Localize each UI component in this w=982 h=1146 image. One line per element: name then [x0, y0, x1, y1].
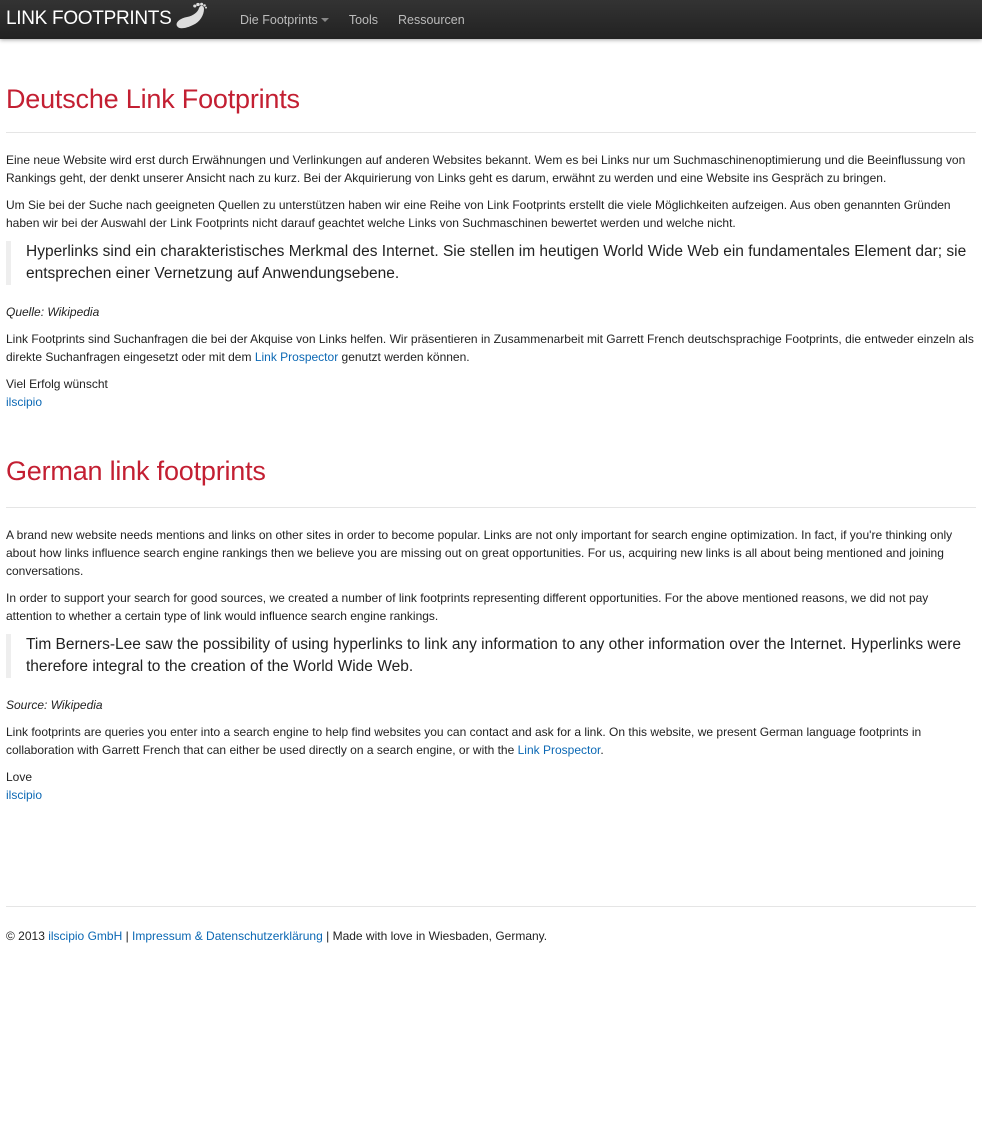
section-paragraph: Um Sie bei der Suche nach geeigneten Quellen zu unterstützen haben wir eine Reihe von Link Footprints erstellt die viele Möglichkeiten aufzeigen. Aus oben genannten Gründen haben wir bei der Auswahl der Link Footprints nicht darauf geachtet welche Links von Suchmaschinen bewertet werden und welche nicht. [6, 198, 951, 230]
section-paragraph [6, 723, 976, 759]
author-link[interactable]: ilscipio [6, 788, 43, 802]
section-paragraph [6, 330, 976, 366]
section-paragraph: In order to support your search for good sources, we created a number of link footprints representing different opportunities. For the above mentioned reasons, we did not pay attention to whether a certain type of link would influence search engine rankings. [6, 591, 929, 623]
copyright-text: © 2013 [6, 929, 49, 943]
paragraph-text: Link footprints are queries you enter into a search engine to help find websites you can contact and ask for a link. On this website, we present German language footprints in collaboration with Garrett French that can either be used directly on a search engine, or with the [6, 725, 922, 757]
paragraph-text: genutzt werden können. [338, 350, 470, 364]
nav-item-label: Ressourcen [398, 12, 465, 27]
imprint-link[interactable]: Impressum & Datenschutzerklärung [132, 929, 323, 943]
caret-down-icon [321, 18, 329, 22]
footer-tagline: | Made with love in Wiesbaden, Germany. [322, 929, 548, 943]
author-line [6, 786, 976, 804]
section-paragraph: A brand new website needs mentions and links on other sites in order to become popular. Links are not only important for search engine optimization. In fact, if you're thinking only about how links influence search engine rankings then we believe you are missing out on great opportunities. For us, acquiring new links is all about being mentioned and joining conversations. [6, 528, 953, 578]
signoff-text: Love [6, 770, 33, 784]
section-title: German link footprints [6, 456, 266, 486]
nav-item-footprints-dropdown[interactable] [230, 5, 339, 35]
paragraph-text: Link Footprints sind Suchanfragen die bei der Akquise von Links helfen. Wir präsentieren in Zusammenarbeit mit Garrett French deutschsprachige Footprints, die entweder einzeln als direkte Suchanfragen eingesetzt oder mit dem [6, 332, 974, 364]
footer-separator: | [122, 929, 133, 943]
quote-text: Tim Berners-Lee saw the possibility of using hyperlinks to link any information to any other information over the Internet. Hyperlinks were therefore integral to the creation of the World Wide Web. [26, 636, 962, 675]
section-title: Deutsche Link Footprints [6, 84, 300, 114]
nav-item-label: Die Footprints [240, 12, 318, 27]
paragraph-text: . [600, 743, 604, 757]
blockquote [6, 634, 976, 678]
company-link[interactable]: ilscipio GmbH [48, 929, 123, 943]
footer-text [6, 927, 976, 945]
blockquote [6, 241, 976, 285]
link-prospector-link[interactable]: Link Prospector [517, 743, 601, 757]
brand-logo[interactable] [6, 4, 207, 34]
section-header-german [6, 40, 976, 133]
nav-item-tools[interactable] [339, 5, 388, 35]
author-line [6, 393, 976, 411]
quote-source: Quelle: Wikipedia [6, 305, 100, 319]
main-content [6, 40, 976, 804]
author-link[interactable]: ilscipio [6, 395, 43, 409]
footprint-icon [173, 2, 207, 30]
brand-text: LINK FOOTPRINTS [6, 8, 172, 29]
section-paragraph: Eine neue Website wird erst durch Erwähnungen und Verlinkungen auf anderen Websites bekannt. Wem es bei Links nur um Suchmaschinenoptimierung und die Beeinflussung von Rankings geht, der denkt unserer Ansicht nach zu kurz. Bei der Akquirierung von Links geht es darum, erwähnt zu werden und eine Website ins Gespräch zu bringen. [6, 153, 966, 185]
page-footer [6, 906, 976, 945]
top-navbar [0, 0, 982, 39]
quote-source: Source: Wikipedia [6, 698, 103, 712]
signoff-text: Viel Erfolg wünscht [6, 377, 108, 391]
nav-item-ressourcen[interactable] [388, 5, 475, 35]
link-prospector-link[interactable]: Link Prospector [254, 350, 339, 364]
section-header-english [6, 411, 976, 508]
main-nav [230, 0, 475, 39]
quote-text: Hyperlinks sind ein charakteristisches Merkmal des Internet. Sie stellen im heutigen World Wide Web ein fundamentales Element dar; sie entsprechen einer Vernetzung auf Anwendungsebene. [26, 243, 967, 282]
nav-item-label: Tools [348, 12, 378, 27]
